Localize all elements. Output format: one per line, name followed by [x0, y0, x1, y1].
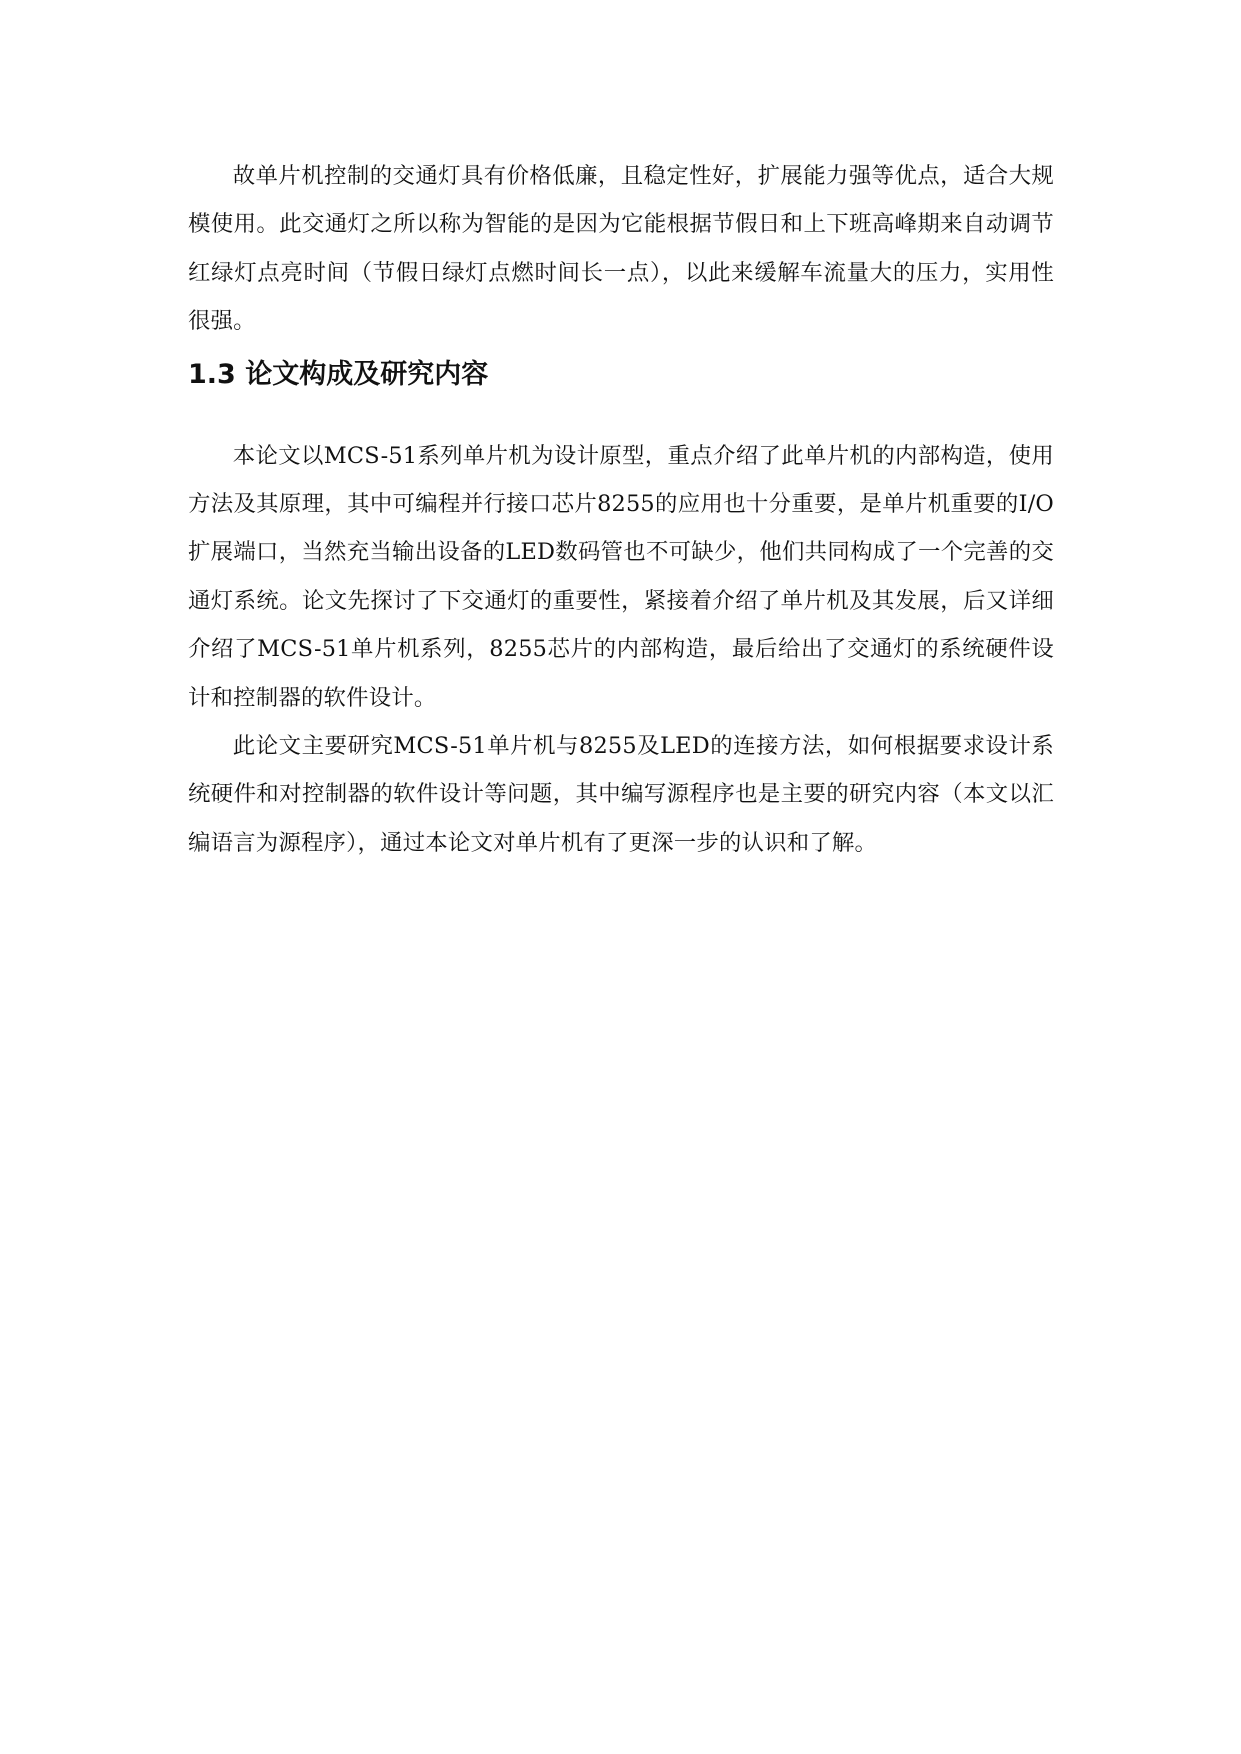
intro-paragraph: 故单片机控制的交通灯具有价格低廉，且稳定性好，扩展能力强等优点，适合大规模使用。此交通灯之所以称为智能的是因为它能根据节假日和上下班高峰期来自动调节红绿灯点亮时间（节假日绿灯点燃时间长一点），以此来缓解车流量大的压力，实用性很强。 — [188, 163, 1054, 335]
document-body — [188, 152, 1054, 867]
section-heading: 1.3 论文构成及研究内容 — [188, 358, 489, 390]
structure-paragraph: 本论文以MCS-51系列单片机为设计原型，重点介绍了此单片机的内部构造，使用方法及其原理，其中可编程并行接口芯片8255的应用也十分重要，是单片机重要的I/O扩展端口，当然充当输出设备的LED数码管也不可缺少，他们共同构成了一个完善的交通灯系统。论文先探讨了下交通灯的重要性，紧接着介绍了单片机及其发展，后又详细介绍了MCS-51单片机系列，8255芯片的内部构造，最后给出了交通灯的系统硬件设计和控制器的软件设计。 — [188, 442, 1054, 711]
research-paragraph: 此论文主要研究MCS-51单片机与8255及LED的连接方法，如何根据要求设计系统硬件和对控制器的软件设计等问题，其中编写源程序也是主要的研究内容（本文以汇编语言为源程序），通过本论文对单片机有了更深一步的认识和了解。 — [188, 733, 1054, 856]
